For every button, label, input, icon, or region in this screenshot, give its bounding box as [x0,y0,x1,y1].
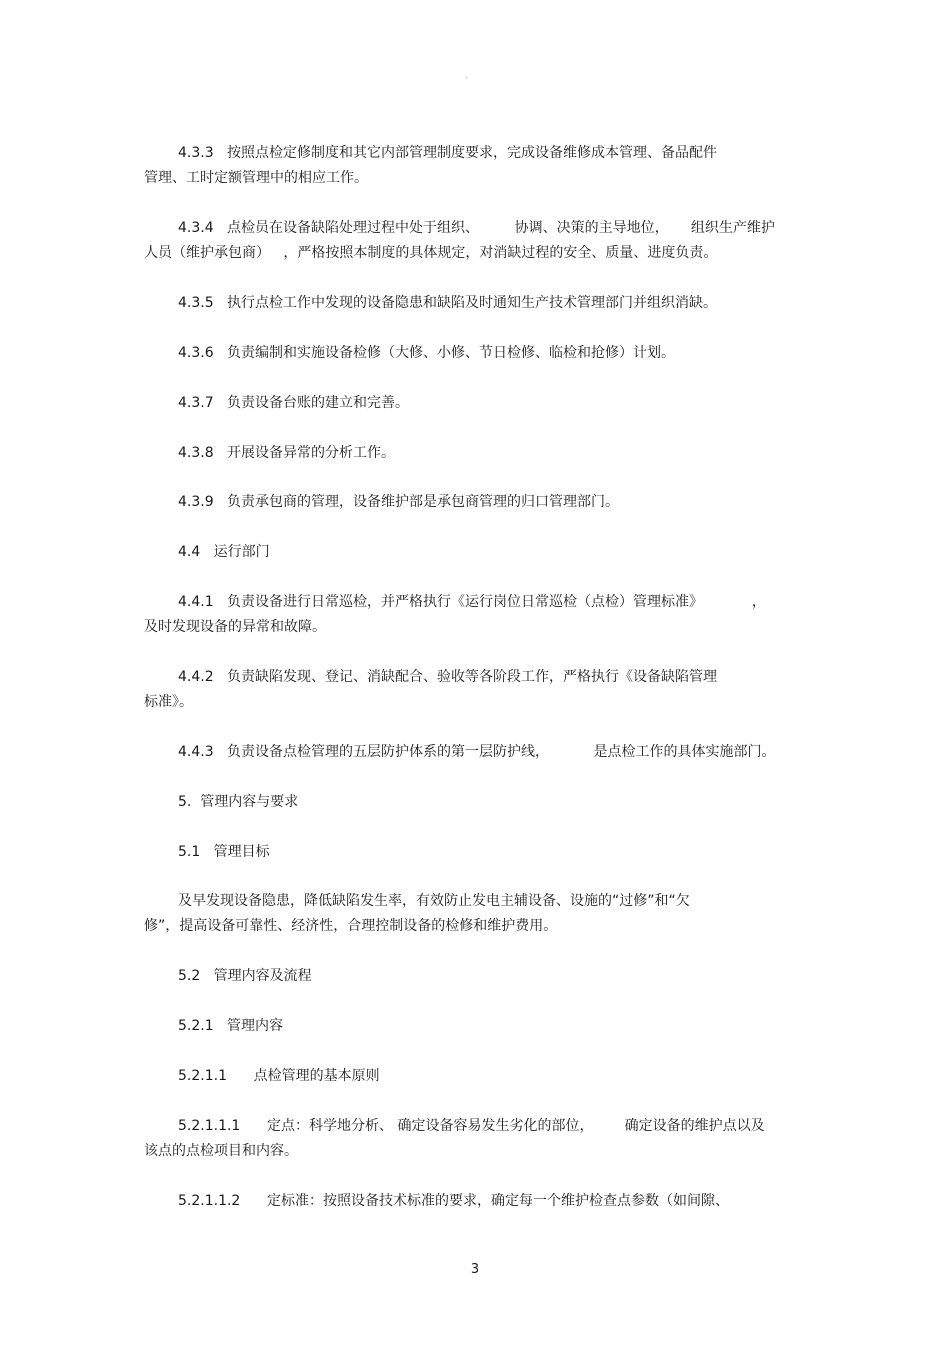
text-line: 5.2.1.1 点检管理的基本原则 [178,1068,380,1084]
text-line: 4.3.7 负责设备台账的建立和完善。 [178,395,409,411]
text-line: 5.1 管理目标 [178,844,270,860]
text-line: 5. 管理内容与要求 [178,794,299,810]
text-line: 及时发现设备的异常和故障。 [144,619,326,635]
text-line: 4.4.2 负责缺陷发现、登记、消缺配合、验收等各阶段工作，严格执行《设备缺陷管理 [178,669,717,685]
paragraph-4-3-5 [144,291,804,316]
heading-5-1 [144,840,804,865]
text-line: 4.3.8 开展设备异常的分析工作。 [178,445,395,461]
paragraph-4-3-7 [144,391,804,416]
paragraph-4-3-6 [144,341,804,366]
paragraph-4-3-4 [144,216,804,266]
text-line: 人员（维护承包商） ，严格按照本制度的具体规定，对消缺过程的安全、质量、进度负责。 [144,245,718,261]
text-line: 4.4.3 负责设备点检管理的五层防护体系的第一层防护线， 是点检工作的具体实施部门。 [178,744,776,760]
paragraph-5-1-body [144,889,804,939]
text-line: 4.3.5 执行点检工作中发现的设备隐患和缺陷及时通知生产技术管理部门并组织消缺。 [178,295,717,311]
text-line: 管理、工时定额管理中的相应工作。 [144,170,368,186]
heading-4-4 [144,540,804,565]
text-line: 4.3.4 点检员在设备缺陷处理过程中处于组织、 协调、决策的主导地位， 组织生产维护 [178,220,775,236]
text-line: 4.4 运行部门 [178,544,270,560]
text-line: 标准》。 [144,694,193,710]
text-line: 及早发现设备隐患，降低缺陷发生率，有效防止发电主辅设备、设施的“过修”和“欠 [178,893,690,909]
page-number: 3 [470,1262,480,1277]
text-line: 5.2.1.1.2 定标准：按照设备技术标准的要求，确定每一个维护检查点参数（如间隙、 [178,1193,730,1209]
header-mark: 。 [465,71,473,80]
paragraph-4-4-2 [144,665,804,715]
heading-5-2-1-1 [144,1064,804,1089]
text-line: 4.3.6 负责编制和实施设备检修（大修、小修、节日检修、临检和抢修）计划。 [178,345,675,361]
paragraph-4-4-3 [144,740,804,765]
paragraph-4-3-3 [144,141,804,191]
paragraph-4-4-1 [144,590,804,640]
text-line: 该点的点检项目和内容。 [144,1143,298,1159]
text-line: 5.2.1 管理内容 [178,1018,283,1034]
heading-5-2 [144,964,804,989]
paragraph-4-3-9 [144,490,804,515]
paragraph-5-2-1-1-1 [144,1114,804,1164]
text-line: 4.3.3 按照点检定修制度和其它内部管理制度要求，完成设备维修成本管理、备品配件 [178,145,717,161]
paragraph-5-2-1-1-2 [144,1189,804,1214]
paragraph-4-3-8 [144,441,804,466]
text-line: 修”，提高设备可靠性、经济性，合理控制设备的检修和维护费用。 [144,918,558,934]
heading-5 [144,790,804,815]
text-line: 5.2.1.1.1 定点：科学地分析、 确定设备容易发生劣化的部位， 确定设备的维护点以及 [178,1118,765,1134]
text-line: 4.4.1 负责设备进行日常巡检，并严格执行《运行岗位日常巡检（点检）管理标准》 ， [178,594,766,610]
text-line: 5.2 管理内容及流程 [178,968,312,984]
heading-5-2-1 [144,1014,804,1039]
text-line: 4.3.9 负责承包商的管理，设备维护部是承包商管理的归口管理部门。 [178,494,619,510]
